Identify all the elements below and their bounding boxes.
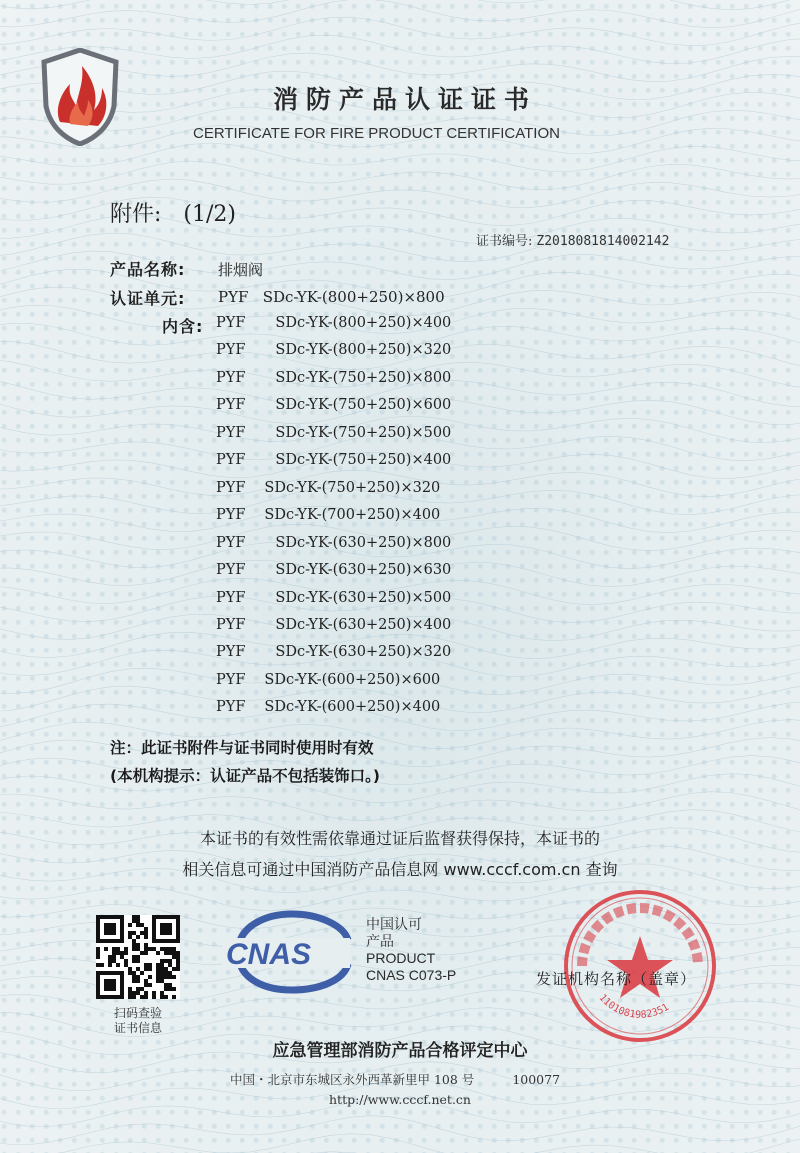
- qr-module: [132, 947, 136, 951]
- qr-module: [132, 915, 136, 919]
- qr-module: [124, 963, 128, 967]
- qr-module: [132, 931, 136, 935]
- qr-module: [140, 923, 144, 927]
- certified-unit-value: PYF SDc-YK-(800+250)×800: [218, 288, 445, 306]
- qr-module: [168, 959, 172, 963]
- unit-code: SDc-YK-(630+250)×630: [275, 562, 452, 579]
- guilloche-line: [0, 161, 800, 190]
- qr-module: [168, 975, 172, 979]
- qr-module: [128, 923, 132, 927]
- unit-prefix: PYF: [216, 452, 246, 469]
- qr-module: [156, 951, 160, 955]
- qr-module: [172, 995, 176, 999]
- qr-module: [144, 979, 148, 983]
- qr-module: [136, 915, 140, 919]
- seal-number: 1101081982351: [596, 992, 671, 1021]
- cnas-line-1: 中国认可: [366, 916, 422, 932]
- qr-module: [164, 987, 168, 991]
- qr-module: [116, 963, 120, 967]
- cnas-line-3: PRODUCT: [366, 950, 436, 966]
- qr-module: [132, 991, 136, 995]
- qr-module: [160, 991, 164, 995]
- unit-prefix: PYF: [216, 315, 246, 331]
- qr-module: [160, 979, 164, 983]
- website-url[interactable]: http://www.cccf.net.cn: [329, 1092, 471, 1107]
- guilloche-line: [0, 17, 800, 46]
- qr-module: [160, 963, 164, 967]
- qr-module: [136, 943, 140, 947]
- unit-prefix: PYF: [216, 589, 246, 606]
- qr-module: [148, 967, 152, 971]
- guilloche-line: [0, 1134, 800, 1153]
- unit-prefix: PYF: [216, 644, 246, 661]
- qr-module: [144, 931, 148, 935]
- qr-module: [128, 971, 132, 975]
- qr-module: [136, 967, 140, 971]
- unit-prefix: PYF: [216, 397, 246, 414]
- unit-prefix: PYF: [216, 342, 246, 359]
- unit-row: [216, 562, 451, 578]
- official-seal: [560, 886, 720, 1046]
- attachment-page: (1/2): [183, 202, 236, 227]
- guilloche-line: [0, 0, 800, 28]
- unit-row: [216, 590, 451, 606]
- qr-module: [120, 951, 124, 955]
- qr-module: [164, 983, 168, 987]
- qr-module: [156, 967, 160, 971]
- qr-module: [132, 955, 136, 959]
- unit-prefix: PYF: [216, 534, 246, 551]
- title-chinese: 消防产品认证证书: [273, 85, 538, 114]
- qr-module: [136, 979, 140, 983]
- qr-module: [128, 935, 132, 939]
- qr-code[interactable]: [96, 915, 180, 999]
- qr-module: [172, 951, 176, 955]
- qr-module: [168, 947, 172, 951]
- unit-prefix: PYF: [216, 479, 246, 496]
- qr-module: [108, 959, 112, 963]
- unit-code: SDc-YK-(700+250)×400: [264, 507, 441, 524]
- qr-module: [164, 995, 168, 999]
- qr-module: [96, 947, 100, 951]
- unit-row: [216, 342, 451, 358]
- qr-module: [160, 947, 164, 951]
- unit-row: [216, 315, 451, 331]
- qr-module: [140, 995, 144, 999]
- unit-row: [216, 480, 440, 496]
- unit-code: SDc-YK-(800+250)×400: [275, 315, 452, 331]
- product-name-label: 产品名称:: [110, 260, 186, 279]
- qr-module: [128, 931, 132, 935]
- qr-module: [164, 975, 168, 979]
- qr-module: [136, 923, 140, 927]
- qr-module: [168, 983, 172, 987]
- qr-module: [140, 951, 144, 955]
- qr-module: [168, 951, 172, 955]
- unit-code: SDc-YK-(750+250)×500: [275, 424, 452, 441]
- qr-module: [132, 939, 136, 943]
- svg-text:1101081982351: [597, 992, 671, 1020]
- qr-module: [136, 987, 140, 991]
- unit-code: SDc-YK-(750+250)×800: [275, 369, 452, 386]
- unit-row: [216, 370, 451, 386]
- qr-module: [116, 951, 120, 955]
- unit-prefix: PYF: [216, 699, 246, 716]
- qr-module: [144, 983, 148, 987]
- qr-module: [148, 975, 152, 979]
- unit-row: [216, 672, 440, 688]
- certificate-number-value: Z2018081814002142: [536, 234, 670, 249]
- qr-module: [104, 979, 116, 991]
- qr-module: [148, 947, 152, 951]
- qr-caption: [96, 1006, 180, 1036]
- address-line: [230, 1070, 560, 1088]
- qr-module: [112, 955, 116, 959]
- unit-row: [216, 644, 451, 660]
- qr-module: [160, 967, 164, 971]
- qr-module: [132, 971, 136, 975]
- unit-row: [216, 699, 440, 715]
- qr-module: [144, 963, 148, 967]
- qr-module: [164, 947, 168, 951]
- qr-module: [172, 947, 176, 951]
- unit-code: SDc-YK-(630+250)×400: [275, 616, 452, 633]
- unit-code: SDc-YK-(630+250)×500: [275, 589, 452, 606]
- qr-module: [152, 995, 156, 999]
- guilloche-line: [0, 35, 800, 64]
- unit-code: SDc-YK-(630+250)×800: [275, 534, 452, 551]
- unit-code: SDc-YK-(600+250)×400: [264, 699, 441, 716]
- qr-module: [172, 967, 176, 971]
- qr-module: [132, 919, 136, 923]
- unit-prefix: PYF: [216, 671, 246, 688]
- qr-module: [144, 967, 148, 971]
- qr-module: [112, 951, 116, 955]
- qr-module: [128, 967, 132, 971]
- validity-line-2: 相关信息可通过中国消防产品信息网 www.cccf.com.cn 查询: [182, 860, 618, 879]
- qr-module: [136, 975, 140, 979]
- note-line-2: (本机构提示：认证产品不包括装饰口。): [110, 767, 380, 785]
- qr-module: [124, 947, 128, 951]
- qr-module: [172, 975, 176, 979]
- qr-module: [152, 947, 156, 951]
- qr-module: [104, 923, 116, 935]
- qr-module: [156, 979, 160, 983]
- unit-row: [216, 452, 451, 468]
- qr-module: [144, 951, 148, 955]
- guilloche-line: [0, 792, 800, 821]
- issuer-label: 发证机构名称（盖章）: [536, 970, 697, 988]
- qr-module: [112, 959, 116, 963]
- guilloche-line: [0, 53, 800, 82]
- qr-module: [136, 947, 140, 951]
- qr-module: [116, 947, 120, 951]
- qr-module: [132, 943, 136, 947]
- qr-module: [108, 955, 112, 959]
- guilloche-line: [0, 0, 800, 10]
- qr-module: [124, 951, 128, 955]
- unit-prefix: PYF: [216, 562, 246, 579]
- guilloche-line: [0, 143, 800, 172]
- qr-module: [112, 947, 116, 951]
- title-english: CERTIFICATE FOR FIRE PRODUCT CERTIFICATION: [193, 125, 560, 142]
- cnas-line-4: CNAS C073-P: [366, 967, 457, 983]
- unit-row: [216, 397, 451, 413]
- qr-module: [176, 959, 180, 963]
- certificate-number: [476, 230, 669, 249]
- qr-module: [140, 931, 144, 935]
- qr-module: [136, 935, 140, 939]
- qr-module: [140, 987, 144, 991]
- qr-module: [172, 987, 176, 991]
- qr-module: [172, 955, 176, 959]
- product-name-value: 排烟阀: [218, 261, 264, 279]
- qr-module: [96, 951, 100, 955]
- qr-module: [148, 983, 152, 987]
- qr-module: [132, 975, 136, 979]
- qr-module: [128, 987, 132, 991]
- qr-module: [176, 967, 180, 971]
- cnas-accreditation-text: [366, 916, 456, 984]
- cnas-logo: [220, 910, 352, 994]
- unit-code: SDc-YK-(630+250)×320: [275, 644, 452, 661]
- qr-module: [160, 923, 172, 935]
- validity-line-1: 本证书的有效性需依靠通过证后监督获得保持，本证书的: [199, 829, 600, 848]
- qr-module: [120, 955, 124, 959]
- qr-module: [104, 947, 108, 951]
- qr-module: [160, 975, 164, 979]
- note-line-1: 注：此证书附件与证书同时使用时有效: [110, 739, 374, 757]
- qr-module: [156, 971, 160, 975]
- qr-module: [176, 963, 180, 967]
- unit-prefix: PYF: [216, 616, 246, 633]
- unit-row: [216, 425, 451, 441]
- unit-prefix: PYF: [216, 424, 246, 441]
- postal-code: 100077: [512, 1072, 561, 1087]
- qr-module: [128, 991, 132, 995]
- qr-module: [164, 959, 168, 963]
- qr-module: [96, 963, 100, 967]
- qr-module: [176, 951, 180, 955]
- attachment-heading: [110, 197, 258, 228]
- qr-module: [144, 947, 148, 951]
- qr-module: [164, 951, 168, 955]
- cnas-logo-text: CNAS: [226, 938, 312, 971]
- qr-module: [136, 991, 140, 995]
- qr-module: [144, 927, 148, 931]
- qr-module: [160, 971, 164, 975]
- unit-row: [216, 617, 451, 633]
- qr-module: [152, 991, 156, 995]
- unit-row: [216, 507, 440, 523]
- unit-prefix: PYF: [216, 369, 246, 386]
- qr-module: [132, 995, 136, 999]
- qr-module: [160, 995, 164, 999]
- qr-module: [156, 975, 160, 979]
- qr-module: [144, 943, 148, 947]
- unit-code: SDc-YK-(600+250)×600: [264, 671, 441, 688]
- qr-module: [160, 959, 164, 963]
- certificate-number-label: 证书编号:: [476, 234, 533, 249]
- qr-module: [100, 963, 104, 967]
- qr-module: [168, 987, 172, 991]
- address: 中国・北京市东城区永外西革新里甲 108 号: [230, 1072, 475, 1087]
- qr-module: [156, 963, 160, 967]
- qr-module: [140, 971, 144, 975]
- issuing-organization: 应急管理部消防产品合格评定中心: [272, 1041, 528, 1061]
- qr-module: [144, 935, 148, 939]
- qr-module: [176, 955, 180, 959]
- qr-module: [144, 991, 148, 995]
- certified-unit-label: 认证单元:: [110, 289, 186, 308]
- qr-module: [164, 971, 168, 975]
- qr-module: [168, 971, 172, 975]
- unit-code: SDc-YK-(800+250)×320: [275, 342, 452, 359]
- qr-module: [144, 995, 148, 999]
- qr-module: [136, 919, 140, 923]
- contains-label: 内含:: [162, 317, 204, 336]
- qr-module: [136, 959, 140, 963]
- qr-module: [124, 959, 128, 963]
- qr-module: [96, 955, 100, 959]
- fire-shield-logo: [40, 48, 120, 146]
- qr-caption-line-1: 扫码查验: [113, 1006, 162, 1020]
- cnas-line-2: 产品: [366, 933, 394, 949]
- qr-module: [168, 963, 172, 967]
- unit-code: SDc-YK-(750+250)×320: [264, 479, 441, 496]
- unit-prefix: PYF: [216, 507, 246, 524]
- unit-code: SDc-YK-(750+250)×600: [275, 397, 452, 414]
- qr-module: [148, 963, 152, 967]
- unit-row: [216, 535, 451, 551]
- qr-module: [132, 959, 136, 963]
- qr-module: [132, 979, 136, 983]
- qr-module: [128, 995, 132, 999]
- attachment-label: 附件:: [110, 202, 162, 227]
- qr-module: [108, 963, 112, 967]
- qr-module: [136, 955, 140, 959]
- guilloche-line: [0, 1116, 800, 1145]
- qr-module: [164, 967, 168, 971]
- unit-code: SDc-YK-(750+250)×400: [275, 452, 452, 469]
- qr-caption-line-2: 证书信息: [113, 1021, 162, 1035]
